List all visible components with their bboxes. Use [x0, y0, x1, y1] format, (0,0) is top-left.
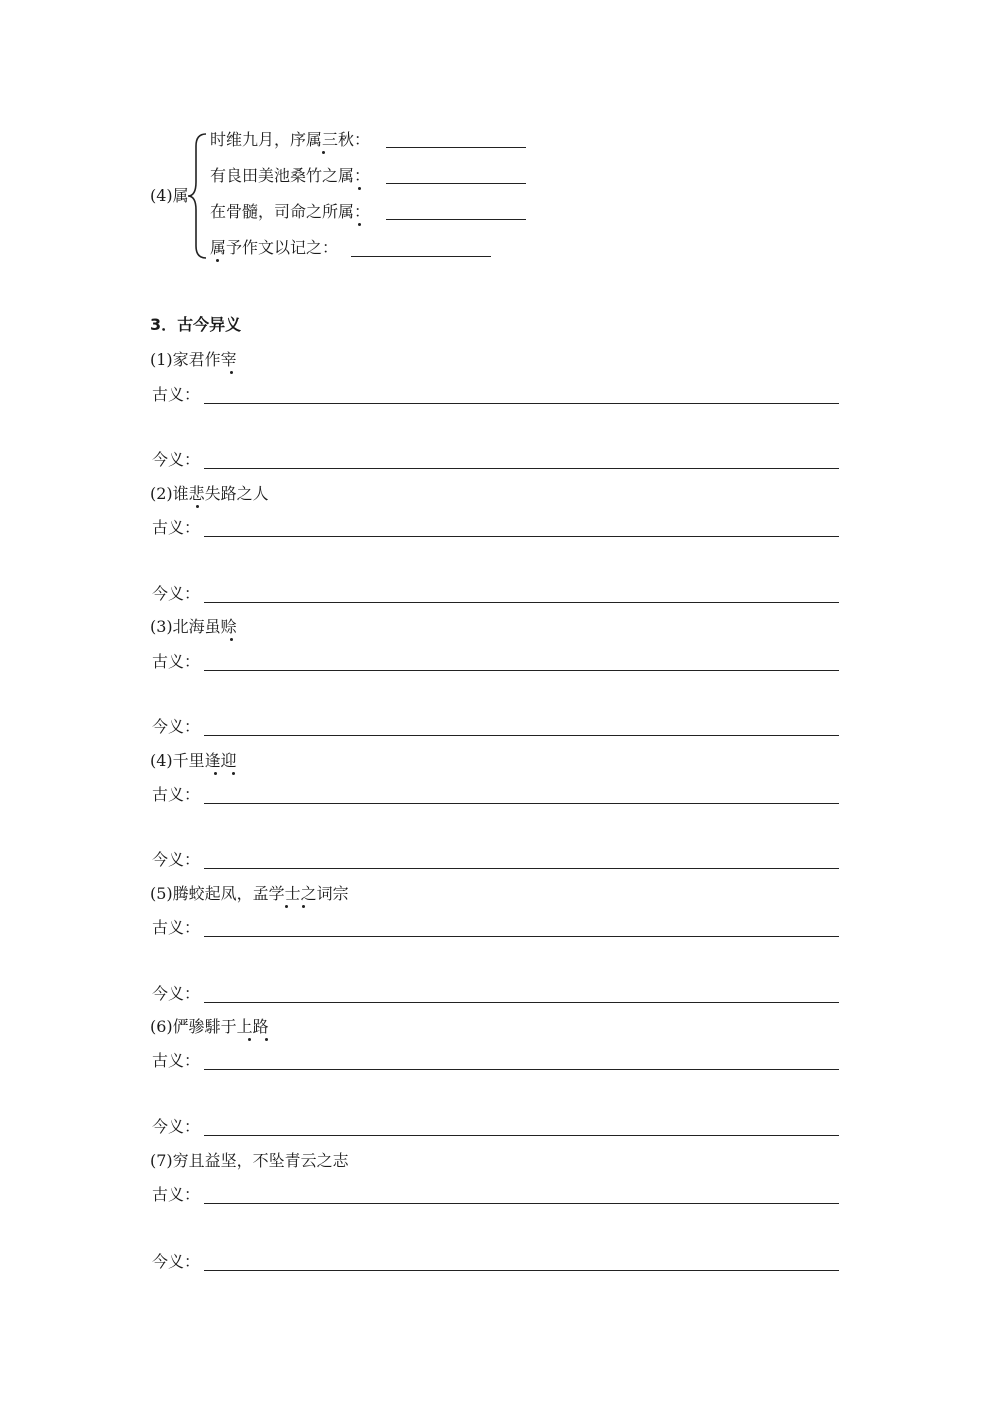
- emphasis-dot: [358, 187, 361, 190]
- modern-label: 今义：: [152, 850, 201, 869]
- item4-answer-3[interactable]: [386, 219, 526, 220]
- prompt-3: (3)北海虽赊: [150, 617, 237, 636]
- modern-label: 今义：: [152, 584, 201, 603]
- emphasis-dot: [232, 772, 235, 775]
- modern-answer-line[interactable]: [204, 602, 839, 603]
- item4-line-2: 有良田美池桑竹之属：: [210, 166, 371, 185]
- emphasis-dot: [302, 905, 305, 908]
- prompt-6: (6)俨骖騑于上路: [150, 1017, 269, 1036]
- ancient-label: 古义：: [152, 1051, 201, 1070]
- item4-answer-2[interactable]: [386, 183, 526, 184]
- item4-label: (4)属: [150, 186, 189, 205]
- item4-answer-1[interactable]: [386, 147, 526, 148]
- ancient-answer-line[interactable]: [204, 670, 839, 671]
- modern-label: 今义：: [152, 984, 201, 1003]
- modern-answer-line[interactable]: [204, 1135, 839, 1136]
- emphasis-dot: [358, 223, 361, 226]
- modern-label: 今义：: [152, 1117, 201, 1136]
- item4-line-4: 属予作文以记之：: [210, 238, 339, 257]
- emphasis-dot: [265, 1038, 268, 1041]
- item4-line-3: 在骨髓，司命之所属：: [210, 202, 371, 221]
- emphasis-dot: [216, 259, 219, 262]
- prompt-4: (4)千里逢迎: [150, 751, 237, 770]
- section-title: 3．古今异义: [150, 315, 242, 334]
- ancient-answer-line[interactable]: [204, 1069, 839, 1070]
- prompt-5: (5)腾蛟起凤，孟学士之词宗: [150, 884, 349, 903]
- prompt-7: (7)穷且益坚，不坠青云之志: [150, 1151, 349, 1170]
- emphasis-dot: [248, 1038, 251, 1041]
- emphasis-dot: [322, 151, 325, 154]
- prompt-1: (1)家君作宰: [150, 350, 237, 369]
- item4-line-1: 时维九月，序属三秋：: [210, 130, 371, 149]
- emphasis-dot: [196, 505, 199, 508]
- ancient-label: 古义：: [152, 385, 201, 404]
- ancient-answer-line[interactable]: [204, 403, 839, 404]
- modern-label: 今义：: [152, 717, 201, 736]
- ancient-answer-line[interactable]: [204, 936, 839, 937]
- ancient-label: 古义：: [152, 1185, 201, 1204]
- modern-answer-line[interactable]: [204, 468, 839, 469]
- modern-label: 今义：: [152, 1252, 201, 1271]
- modern-answer-line[interactable]: [204, 868, 839, 869]
- modern-answer-line[interactable]: [204, 1002, 839, 1003]
- ancient-label: 古义：: [152, 918, 201, 937]
- emphasis-dot: [285, 905, 288, 908]
- emphasis-dot: [230, 638, 233, 641]
- ancient-answer-line[interactable]: [204, 1203, 839, 1204]
- modern-answer-line[interactable]: [204, 735, 839, 736]
- emphasis-dot: [214, 772, 217, 775]
- modern-label: 今义：: [152, 450, 201, 469]
- curly-brace-icon: [186, 130, 208, 262]
- ancient-answer-line[interactable]: [204, 536, 839, 537]
- ancient-label: 古义：: [152, 652, 201, 671]
- emphasis-dot: [230, 371, 233, 374]
- ancient-label: 古义：: [152, 785, 201, 804]
- ancient-label: 古义：: [152, 518, 201, 537]
- modern-answer-line[interactable]: [204, 1270, 839, 1271]
- prompt-2: (2)谁悲失路之人: [150, 484, 269, 503]
- ancient-answer-line[interactable]: [204, 803, 839, 804]
- item4-answer-4[interactable]: [351, 256, 491, 257]
